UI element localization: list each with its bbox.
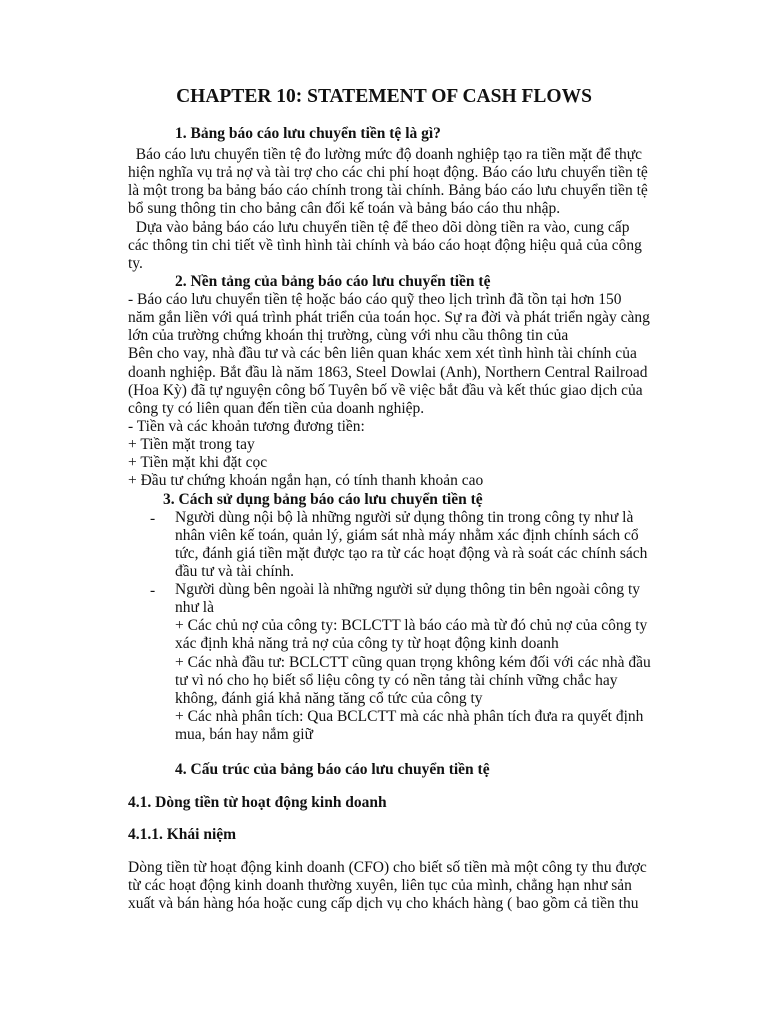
bullet-line: mua, bán hay nắm giữ xyxy=(175,726,313,743)
bullet-dash: - xyxy=(150,582,156,599)
subsection-heading: 4.1.1. Khái niệm xyxy=(128,826,237,843)
bullet-line: + Các nhà phân tích: Qua BCLCTT mà các nhà phân tích đưa ra quyết định xyxy=(175,708,644,725)
list-item: + Tiền mặt khi đặt cọc xyxy=(128,454,268,471)
bullet-dash: - xyxy=(150,510,156,527)
chapter-title: CHAPTER 10: STATEMENT OF CASH FLOWS xyxy=(176,86,592,107)
paragraph-line: - Báo cáo lưu chuyển tiền tệ hoặc báo cáo quỹ theo lịch trình đã tồn tại hơn 150 xyxy=(128,291,622,308)
paragraph-line: năm gắn liền với quá trình phát triển của toán học. Sự ra đời và phát triển ngày càng xyxy=(128,309,650,326)
paragraph-line: (Hoa Kỳ) đã tự nguyện công bố Tuyên bố về việc bắt đầu và kết thúc giao dịch của xyxy=(128,382,643,399)
bullet-line: nhân viên kế toán, quản lý, giám sát nhà máy nhằm xác định chính sách cổ xyxy=(175,527,639,544)
bullet-line: tư vì nó cho họ biết sổ liệu công ty có nền tảng tài chính vững chắc hay xyxy=(175,672,618,689)
section-4-heading: 4. Cấu trúc của bảng báo cáo lưu chuyển tiền tệ xyxy=(175,761,490,778)
paragraph-line: doanh nghiệp. Bắt đầu là năm 1863, Steel Dowlai (Anh), Northern Central Railroad xyxy=(128,364,648,381)
section-3-heading: 3. Cách sử dụng bảng báo cáo lưu chuyển tiền tệ xyxy=(163,491,483,508)
paragraph-line: hiện nghĩa vụ trả nợ và tài trợ cho các chi phí hoạt động. Báo cáo lưu chuyển tiền tệ xyxy=(128,164,648,181)
paragraph-line: công ty có liên quan đến tiền của doanh nghiệp. xyxy=(128,400,425,417)
bullet-line: xác định khả năng trả nợ của công ty từ hoạt động kinh doanh xyxy=(175,635,559,652)
paragraph-line: lớn của trường chứng khoán thị trường, cùng với nhu cầu thông tin của xyxy=(128,327,569,344)
paragraph-line: từ các hoạt động kinh doanh thường xuyên, liên tục của mình, chẳng hạn như sản xyxy=(128,877,632,894)
paragraph-line: Dựa vào bảng báo cáo lưu chuyển tiền tệ để theo dõi dòng tiền ra vào, cung cấp xyxy=(128,219,630,236)
bullet-line: đầu tư và tài chính. xyxy=(175,563,295,580)
bullet-line: Người dùng nội bộ là những người sử dụng thông tin trong công ty như là xyxy=(175,509,634,526)
paragraph-line: ty. xyxy=(128,255,143,272)
list-item: + Tiền mặt trong tay xyxy=(128,436,255,453)
paragraph-line: các thông tin chi tiết về tình hình tài chính và báo cáo hoạt động hiệu quả của công xyxy=(128,237,642,254)
bullet-line: + Các nhà đầu tư: BCLCTT cũng quan trọng không kém đối với các nhà đầu xyxy=(175,654,651,671)
paragraph-line: là một trong ba bảng báo cáo chính trong tài chính. Bảng báo cáo lưu chuyển tiền tệ xyxy=(128,182,648,199)
paragraph-line: Dòng tiền từ hoạt động kinh doanh (CFO) cho biết số tiền mà một công ty thu được xyxy=(128,859,647,876)
paragraph-line: Báo cáo lưu chuyển tiền tệ đo lường mức độ doanh nghiệp tạo ra tiền mặt để thực xyxy=(128,146,642,163)
paragraph-line: xuất và bán hàng hóa hoặc cung cấp dịch vụ cho khách hàng ( bao gồm cả tiền thu xyxy=(128,895,639,912)
section-1-heading: 1. Bảng báo cáo lưu chuyển tiền tệ là gì? xyxy=(175,125,441,142)
bullet-line: + Các chủ nợ của công ty: BCLCTT là báo cáo mà từ đó chủ nợ của công ty xyxy=(175,617,648,634)
bullet-line: như là xyxy=(175,599,214,616)
paragraph-line: Bên cho vay, nhà đầu tư và các bên liên quan khác xem xét tình hình tài chính của xyxy=(128,345,637,362)
subsection-heading: 4.1. Dòng tiền từ hoạt động kinh doanh xyxy=(128,794,387,811)
paragraph-line: - Tiền và các khoản tương đương tiền: xyxy=(128,418,365,435)
section-2-heading: 2. Nền tảng của bảng báo cáo lưu chuyển tiền tệ xyxy=(175,273,491,290)
bullet-line: không, đánh giá khả năng tăng cổ tức của công ty xyxy=(175,690,483,707)
list-item: + Đầu tư chứng khoán ngắn hạn, có tính thanh khoản cao xyxy=(128,472,484,489)
bullet-line: tức, đánh giá tiền mặt được tạo ra từ các hoạt động và rà soát các chính sách xyxy=(175,545,648,562)
bullet-line: Người dùng bên ngoài là những người sử dụng thông tin bên ngoài công ty xyxy=(175,581,641,598)
paragraph-line: bổ sung thông tin cho bảng cân đối kế toán và bảng báo cáo thu nhập. xyxy=(128,200,561,217)
